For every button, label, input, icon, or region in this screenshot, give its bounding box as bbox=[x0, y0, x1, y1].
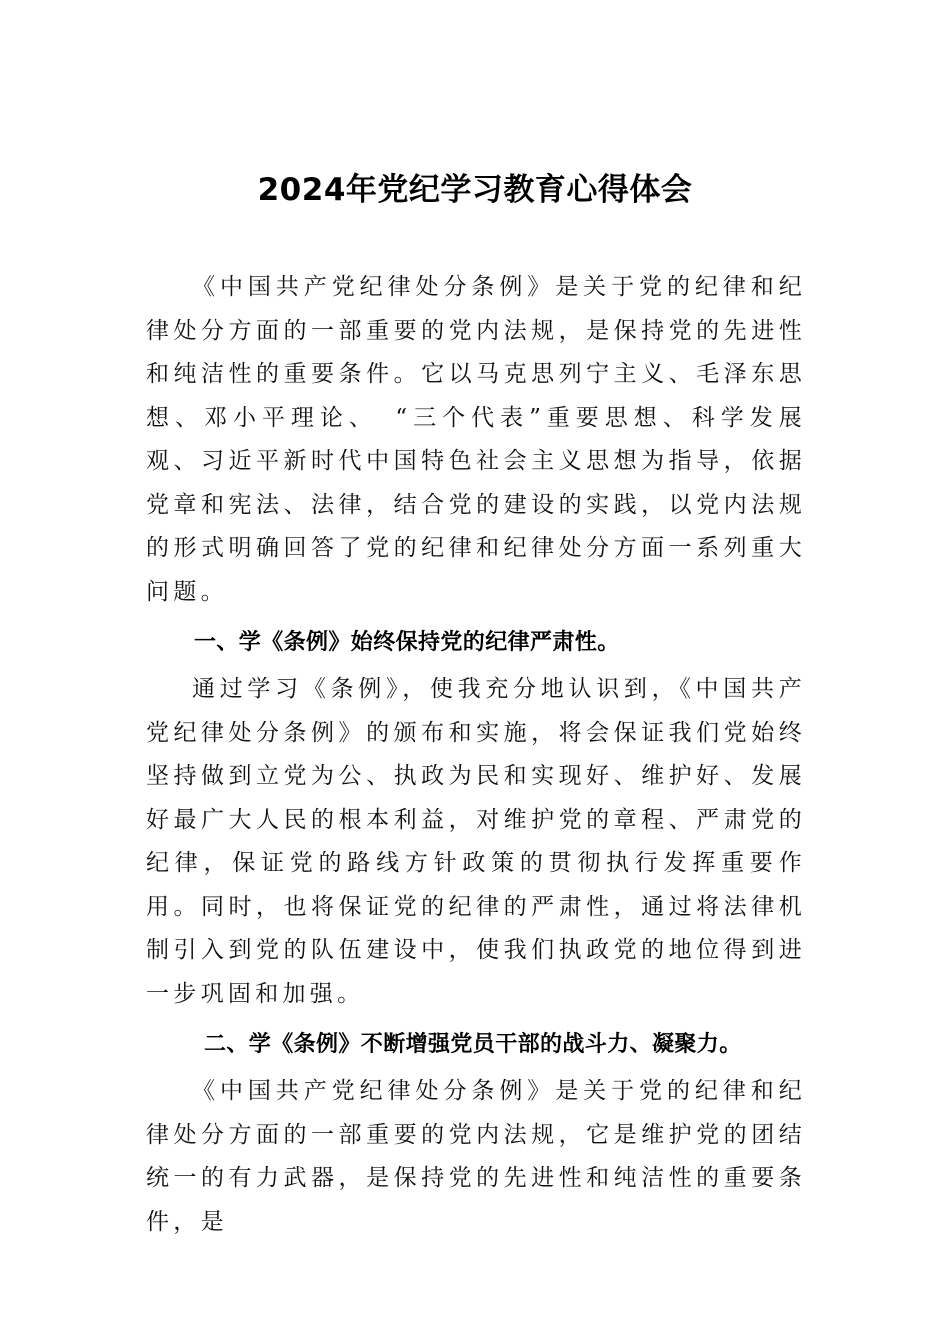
document-body bbox=[146, 266, 806, 1244]
paragraph-section-one: 通过学习《条例》，使我充分地认识到，《中国共产党纪律处分条例》的颁布和实施，将会保证我们党始终坚持做到立党为公、执政为民和实现好、维护好、发展好最广大人民的根本利益，对维护党的章程、严肃党的纪律，保证党的路线方针政策的贯彻执行发挥重要作用。同时，也将保证党的纪律的严肃性，通过将法律机制引入到党的队伍建设中，使我们执政党的地位得到进一步巩固和加强。 bbox=[146, 676, 806, 1007]
paragraph-intro: 《中国共产党纪律处分条例》是关于党的纪律和纪律处分方面的一部重要的党内法规，是保持党的先进性和纯洁性的重要条件。它以马克思列宁主义、毛泽东思想、邓小平理论、 “三个代表”重要思想、科学发展观、习近平新时代中国特色社会主义思想为指导，依据党章和宪法、法律，结合党的建设的实践，以党内法规的形式明确回答了党的纪律和纪律处分方面一系列重大问题。 bbox=[146, 274, 806, 605]
section-heading-one: 一、学《条例》始终保持党的纪律严肃性。 bbox=[194, 630, 620, 655]
section-heading-two: 二、学《条例》不断增强党员干部的战斗力、凝聚力。 bbox=[204, 1032, 742, 1057]
paragraph-section-two: 《中国共产党纪律处分条例》是关于党的纪律和纪律处分方面的一部重要的党内法规，它是维护党的团结统一的有力武器，是保持党的先进性和纯洁性的重要条件，是 bbox=[146, 1078, 806, 1235]
document-title: 2024年党纪学习教育心得体会 bbox=[257, 172, 693, 208]
